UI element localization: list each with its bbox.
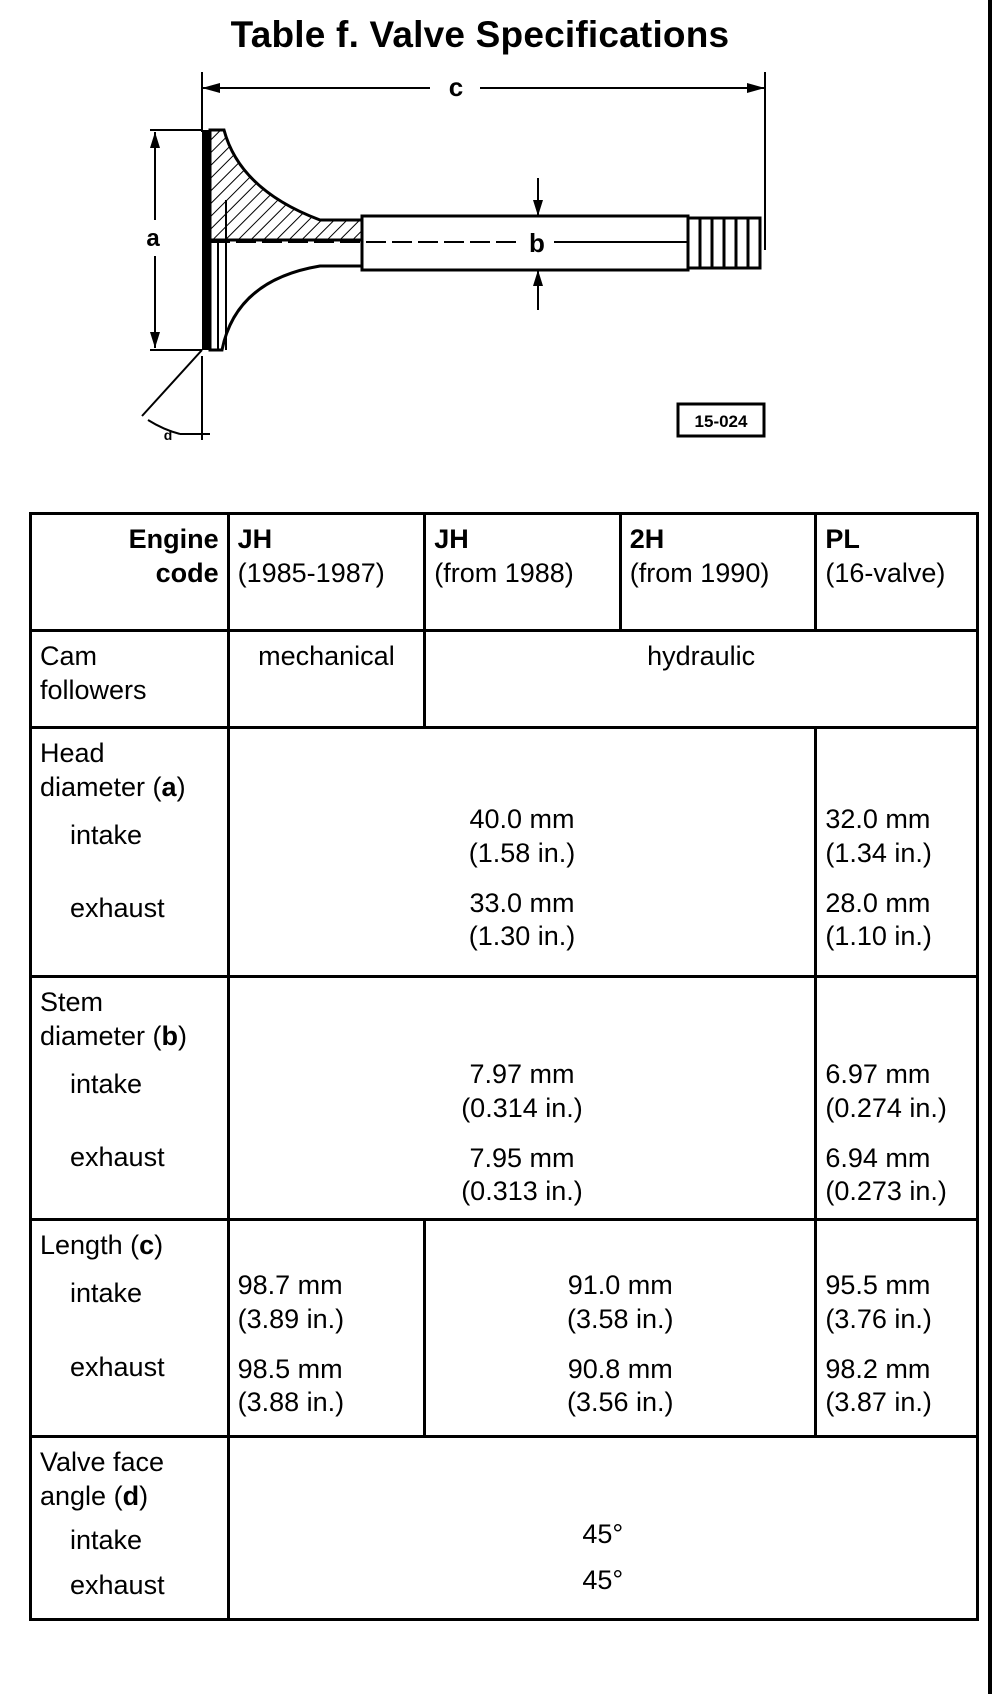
- dimension-d-label: d: [163, 427, 173, 443]
- length-mid: 91.0 mm (3.58 in.) 90.8 mm (3.56 in.): [425, 1220, 816, 1437]
- dimension-a: [146, 130, 202, 350]
- col-header-pl: PL (16-valve): [816, 514, 978, 631]
- col-header-2h-1990: 2H (from 1990): [620, 514, 816, 631]
- dimension-c-label: c: [448, 72, 464, 102]
- length-pl: 95.5 mm (3.76 in.) 98.2 mm (3.87 in.): [816, 1220, 978, 1437]
- valve-stem-tip: [688, 218, 760, 268]
- valve-spec-table: [29, 512, 979, 1621]
- dimension-a-label: a: [146, 225, 160, 252]
- table-row-face-angle: [31, 1437, 978, 1620]
- col-header-jh-1988: JH (from 1988): [425, 514, 621, 631]
- length-label: Length (c) intake exhaust: [31, 1220, 229, 1437]
- valve-head: [202, 130, 368, 350]
- cam-followers-mechanical: mechanical: [228, 631, 425, 728]
- table-row-stem-diameter: [31, 977, 978, 1220]
- engine-code-header: Engine code: [31, 514, 229, 631]
- length-jh-old: 98.7 mm (3.89 in.) 98.5 mm (3.88 in.): [228, 1220, 425, 1437]
- dimension-b: [529, 178, 545, 310]
- page-border-rule: [988, 0, 992, 1694]
- figure-id-box: [678, 404, 764, 436]
- dimension-b-label: b: [529, 228, 545, 258]
- stem-diameter-label: Stem diameter (b) intake exhaust: [31, 977, 229, 1220]
- cam-followers-label: Cam followers: [31, 631, 229, 728]
- face-angle-label: Valve face angle (d) intake exhaust: [31, 1437, 229, 1620]
- head-diameter-pl: 32.0 mm (1.34 in.) 28.0 mm (1.10 in.): [816, 728, 978, 977]
- table-header-row: [31, 514, 978, 631]
- col-header-jh-1985: JH (1985-1987): [228, 514, 425, 631]
- table-row-cam-followers: [31, 631, 978, 728]
- face-angle-values: 45° 45°: [228, 1437, 977, 1620]
- valve-diagram: [140, 70, 860, 490]
- head-diameter-common: 40.0 mm (1.58 in.) 33.0 mm (1.30 in.): [228, 728, 816, 977]
- head-diameter-label: Head diameter (a) intake exhaust: [31, 728, 229, 977]
- table-row-length: [31, 1220, 978, 1437]
- table-row-head-diameter: [31, 728, 978, 977]
- stem-diameter-pl: 6.97 mm (0.274 in.) 6.94 mm (0.273 in.): [816, 977, 978, 1220]
- page-title: Table f. Valve Specifications: [230, 14, 730, 55]
- figure-id: 15-024: [694, 412, 748, 431]
- dimension-d: [142, 350, 210, 443]
- stem-diameter-common: 7.97 mm (0.314 in.) 7.95 mm (0.313 in.): [228, 977, 816, 1220]
- cam-followers-hydraulic: hydraulic: [425, 631, 978, 728]
